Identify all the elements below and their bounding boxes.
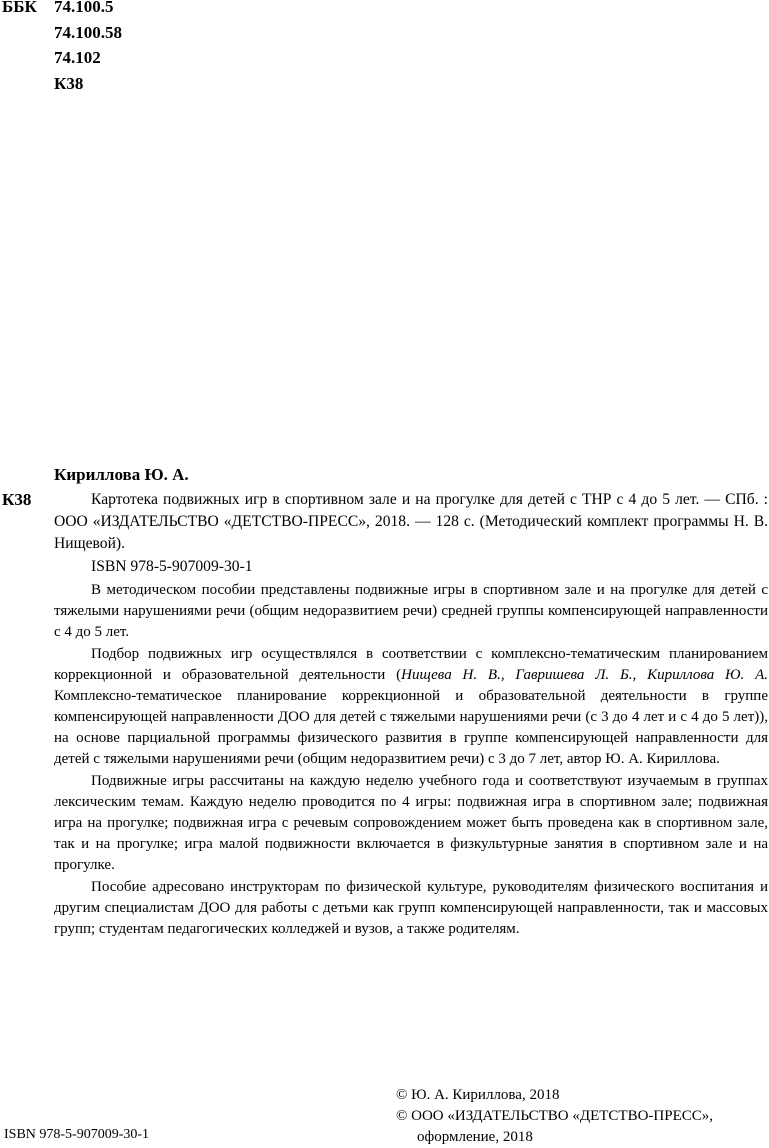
author-heading: Кириллова Ю. А.	[54, 465, 189, 484]
footer-isbn: ISBN 978-5-907009-30-1	[4, 1127, 150, 1142]
bbk-label: ББК	[2, 0, 37, 16]
annotation-paragraph-2	[54, 644, 768, 770]
catalog-mark: К38	[2, 490, 32, 509]
annotation-paragraph-1: В методическом пособии представлены подвижные игры в спортивном зале и на прогулке для детей с тяжелыми нарушениями речи (общим недоразвитием речи) средней группы компенсирующей направленности с 4 до 5 лет.	[54, 582, 768, 640]
copyright-design: оформление, 2018	[417, 1129, 533, 1145]
copyright-publisher: © ООО «ИЗДАТЕЛЬСТВО «ДЕТСТВО-ПРЕСС»,	[396, 1108, 714, 1124]
p2-start: Подбор подвижных игр осуществлялся в соответствии с комплексно-тематическим планированием коррекционной и образовательной деятельности (	[54, 646, 768, 683]
isbn-text: ISBN 978-5-907009-30-1	[91, 558, 253, 575]
bbk-code-3: 74.102	[54, 48, 101, 67]
annotation-paragraph-3: Подвижные игры рассчитаны на каждую неделю учебного года и соответствуют изучаемым в группах лексическим темам. Каждую неделю проводится по 4 игры: подвижная игра в спортивном зале; подвижная игра на прогулке; подвижная игра с речевым сопровождением может быть проведена как в спортивном зале, так и на прогулке; игра малой подвижности включается в физкультурные занятия в спортивном зале и на прогулке.	[54, 773, 768, 873]
annotation	[54, 580, 768, 941]
bibliographic-description	[54, 489, 768, 555]
copyright-block	[396, 1085, 713, 1148]
isbn-block	[54, 556, 768, 578]
copyright-author: © Ю. А. Кириллова, 2018	[396, 1087, 560, 1103]
bbk-code-1: 74.100.5	[54, 0, 114, 16]
book-description: Картотека подвижных игр в спортивном зале и на прогулке для детей с ТНР с 4 до 5 лет. — СПб. : ООО «ИЗДАТЕЛЬСТВО «ДЕТСТВО-ПРЕСС», 2018. — 128 с. (Методический комплект программы Н. В. Нищевой).	[54, 491, 768, 552]
p2-authors: Нищева Н. В., Гавришева Л. Б., Кириллова Ю. А.	[401, 667, 769, 683]
annotation-paragraph-4: Пособие адресовано инструкторам по физической культуре, руководителям физического воспитания и другим специалистам ДОО для работы с детьми как групп компенсирующей направленности, так и массовых групп; студентам педагогических колледжей и вузов, а также родителям.	[54, 879, 768, 937]
bbk-code-4: К38	[54, 74, 84, 93]
p2-end: Комплексно-тематическое планирование коррекционной и образовательной деятельности в группе компенсирующей направленности ДОО для детей с тяжелыми нарушениями речи (с 3 до 4 лет и с 4 до 5 лет)), на основе парциальной программы физического развития в группе компенсирующей направленности для детей с тяжелыми нарушениями речи (общим недоразвитием речи) с 3 до 7 лет, автор Ю. А. Кириллова.	[54, 688, 768, 767]
bbk-code-2: 74.100.58	[54, 23, 122, 42]
